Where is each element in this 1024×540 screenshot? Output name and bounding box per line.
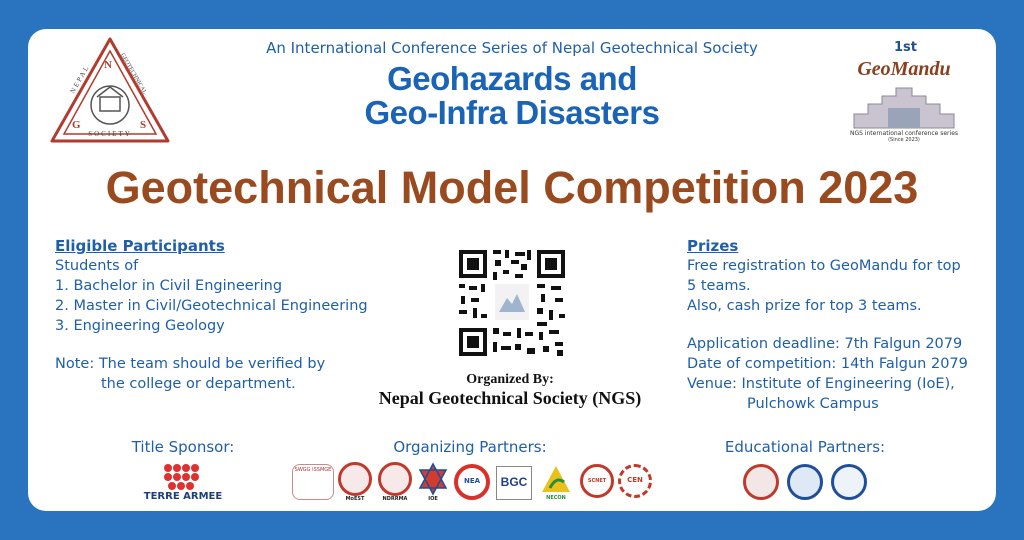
partner-nea-text: NEA (463, 477, 481, 485)
eligible-intro: Students of (55, 258, 139, 274)
terre-armee-text: TERRE ARMEE (143, 491, 223, 502)
theme-line-2: Geo-Infra Disasters (364, 94, 660, 131)
organizer-name: Nepal Geotechnical Society (NGS) (378, 388, 642, 408)
edu-logo-1 (743, 464, 779, 500)
ngs-letter-n: N (104, 59, 112, 71)
geomandu-since: (Since 2023) (888, 137, 920, 143)
terre-armee-logo (135, 462, 231, 504)
organizing-partners-label: Organizing Partners: (393, 438, 547, 456)
competition-title: Geotechnical Model Competition 2023 (105, 162, 919, 213)
educational-partners-label: Educational Partners: (724, 438, 886, 456)
eligible-note: Note: The team should be verified by (55, 356, 326, 372)
partner-logo-necon (538, 462, 574, 496)
venue-cont: Pulchowk Campus (747, 396, 879, 412)
prizes-heading: Prizes (687, 237, 739, 255)
prize-line: Free registration to GeoMandu for top (687, 258, 961, 274)
ngs-letter-g: G (72, 119, 81, 131)
application-deadline: Application deadline: 7th Falgun 2079 (687, 336, 963, 352)
educational-partner-logos (743, 464, 871, 504)
partner-ndrrma-text: NDRRMA (382, 496, 408, 502)
partner-bgc-text: BGC (500, 475, 528, 489)
venue: Venue: Institute of Engineering (IoE), (687, 376, 955, 392)
eligible-item: 2. Master in Civil/Geotechnical Engineering (55, 298, 368, 314)
prize-line: 5 teams. (687, 278, 751, 294)
eligible-section (55, 236, 415, 394)
partner-swgg-text: SWGG ISSMGE (294, 467, 332, 473)
partner-logo-nea (454, 464, 490, 500)
organized-by-label: Organized By: (466, 372, 554, 387)
ngs-text-top: GEOTECHNICAL (118, 52, 148, 96)
ngs-letter-s: S (140, 119, 147, 131)
theme-title (0, 62, 1024, 130)
ngs-text-left: NEPAL (68, 63, 92, 95)
partner-ioe-text: IOE (428, 496, 438, 502)
edu-logo-2 (787, 464, 823, 500)
partner-logo-swgg (292, 464, 334, 500)
eligible-item: 3. Engineering Geology (55, 318, 225, 334)
competition-date: Date of competition: 14th Falgun 2079 (687, 356, 968, 372)
partner-scnet-text: SCNET (587, 478, 607, 484)
partner-logo-ndrrma (378, 462, 412, 496)
geomandu-caption: NGS international conference series (849, 130, 959, 137)
partner-moest-text: MoEST (345, 496, 365, 502)
partner-logo-ioe (418, 462, 448, 496)
ngs-text-bottom: SOCIETY (88, 130, 132, 138)
geomandu-edition: 1st (894, 40, 917, 55)
eligible-heading: Eligible Participants (55, 237, 225, 255)
edu-logo-3 (831, 464, 867, 500)
title-sponsor-label: Title Sponsor: (131, 438, 235, 456)
series-line: An International Conference Series of Nepal Geotechnical Society (266, 39, 758, 57)
partner-necon-text: NECON (546, 495, 566, 501)
partner-logo-moest (338, 462, 372, 496)
partner-logo-scnet (580, 464, 614, 498)
eligible-item: 1. Bachelor in Civil Engineering (55, 278, 283, 294)
prizes-section (687, 236, 987, 414)
partner-cen-text: CEN (627, 476, 643, 484)
theme-line-1: Geohazards and (387, 60, 637, 97)
partner-logo-bgc (496, 466, 532, 500)
geomandu-name: GeoMandu (857, 58, 951, 80)
eligible-note-cont: the college or department. (101, 376, 296, 392)
organizing-partner-logos (292, 462, 652, 504)
prize-line: Also, cash prize for top 3 teams. (687, 298, 922, 314)
qr-code[interactable] (457, 248, 567, 358)
partner-logo-cen (618, 464, 652, 498)
